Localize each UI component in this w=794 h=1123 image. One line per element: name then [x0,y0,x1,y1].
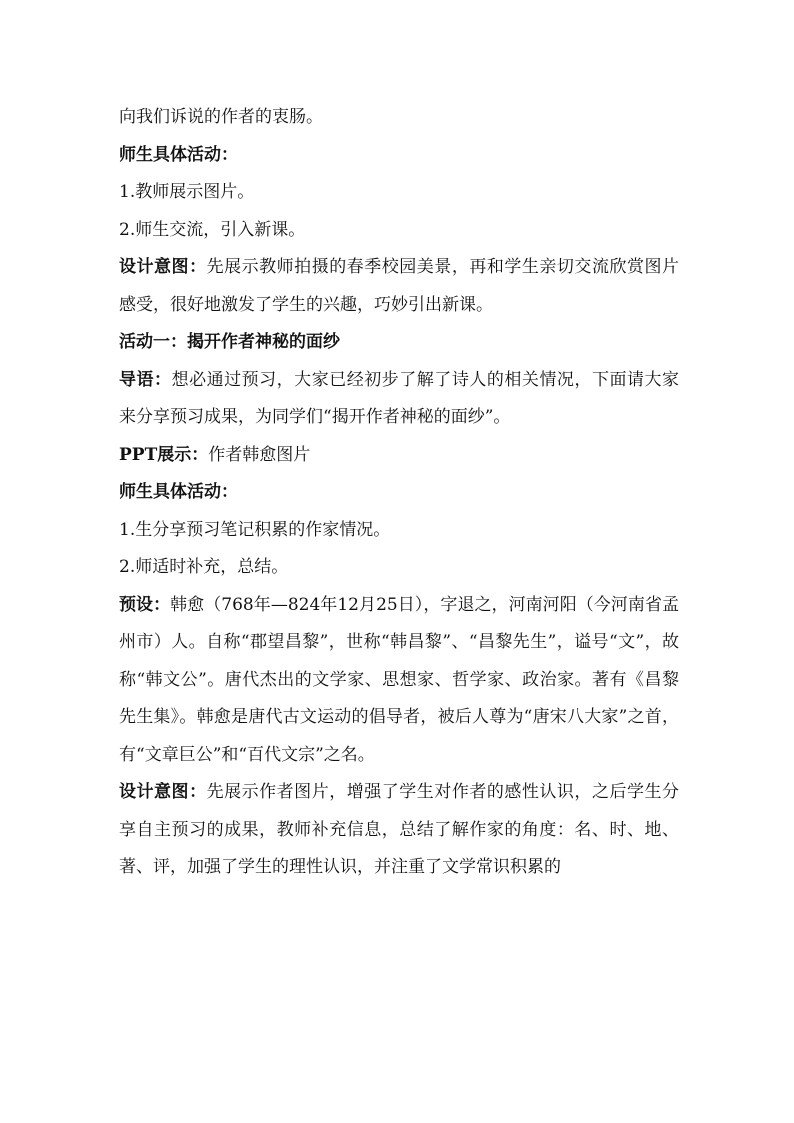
paragraph-10-text: 1.生分享预习笔记积累的作家情况。 [119,519,391,540]
paragraph-2 [119,137,679,175]
paragraph-5 [119,249,679,324]
paragraph-11 [119,549,679,587]
paragraph-13 [119,774,679,887]
paragraph-7-text: 想必通过预习，大家已经初步了解了诗人的相关情况，下面请大家来分享预习成果，为同学们“揭开作者神秘的面纱”。 [119,369,680,427]
paragraph-5-label: 设计意图： [119,257,207,277]
paragraph-7-label: 导语： [119,369,172,390]
paragraph-6 [119,324,679,362]
paragraph-2-label: 师生具体活动： [119,144,238,165]
document-body [119,99,679,887]
paragraph-5-text: 先展示教师拍摄的春季校园美景，再和学生亲切交流欣赏图片感受，很好地激发了学生的兴趣，巧妙引出新课。 [119,257,680,315]
paragraph-6-label: 活动一：揭开作者神秘的面纱 [119,332,340,352]
paragraph-1 [119,99,679,137]
paragraph-8-text: 作者韩愈图片 [208,444,311,465]
paragraph-11-text: 2.师适时补充，总结。 [119,557,289,577]
paragraph-12 [119,587,679,775]
paragraph-13-label: 设计意图： [119,782,207,802]
paragraph-3 [119,174,679,212]
paragraph-8 [119,437,679,475]
paragraph-9 [119,474,679,512]
paragraph-9-label: 师生具体活动： [119,482,238,502]
paragraph-12-text: 韩愈（768年—824年12月25日），字退之，河南河阳（今河南省孟州市）人。自称“郡望昌黎”，世称“韩昌黎”、“昌黎先生”，谥号“文”，故称“韩文公”。唐代杰出的文学家、思想家、哲学家、政治家。著有《昌黎先生集》。韩愈是唐代古文运动的倡导者，被后人尊为“唐宋八大家”之首，有“文章巨公”和“百代文宗”之名。 [119,594,679,765]
paragraph-7 [119,362,679,437]
paragraph-10 [119,512,679,550]
paragraph-13-text: 先展示作者图片，增强了学生对作者的感性认识，之后学生分享自主预习的成果，教师补充信息，总结了解作家的角度：名、时、地、著、评，加强了学生的理性认识，并注重了文学常识积累的 [119,782,680,877]
paragraph-4 [119,212,679,250]
paragraph-3-text: 1.教师展示图片。 [119,182,255,202]
paragraph-1-text: 向我们诉说的作者的衷肠。 [119,107,323,127]
paragraph-8-label: PPT展示： [119,444,209,465]
paragraph-4-text: 2.师生交流，引入新课。 [119,219,306,240]
paragraph-12-label: 预设： [119,594,171,615]
